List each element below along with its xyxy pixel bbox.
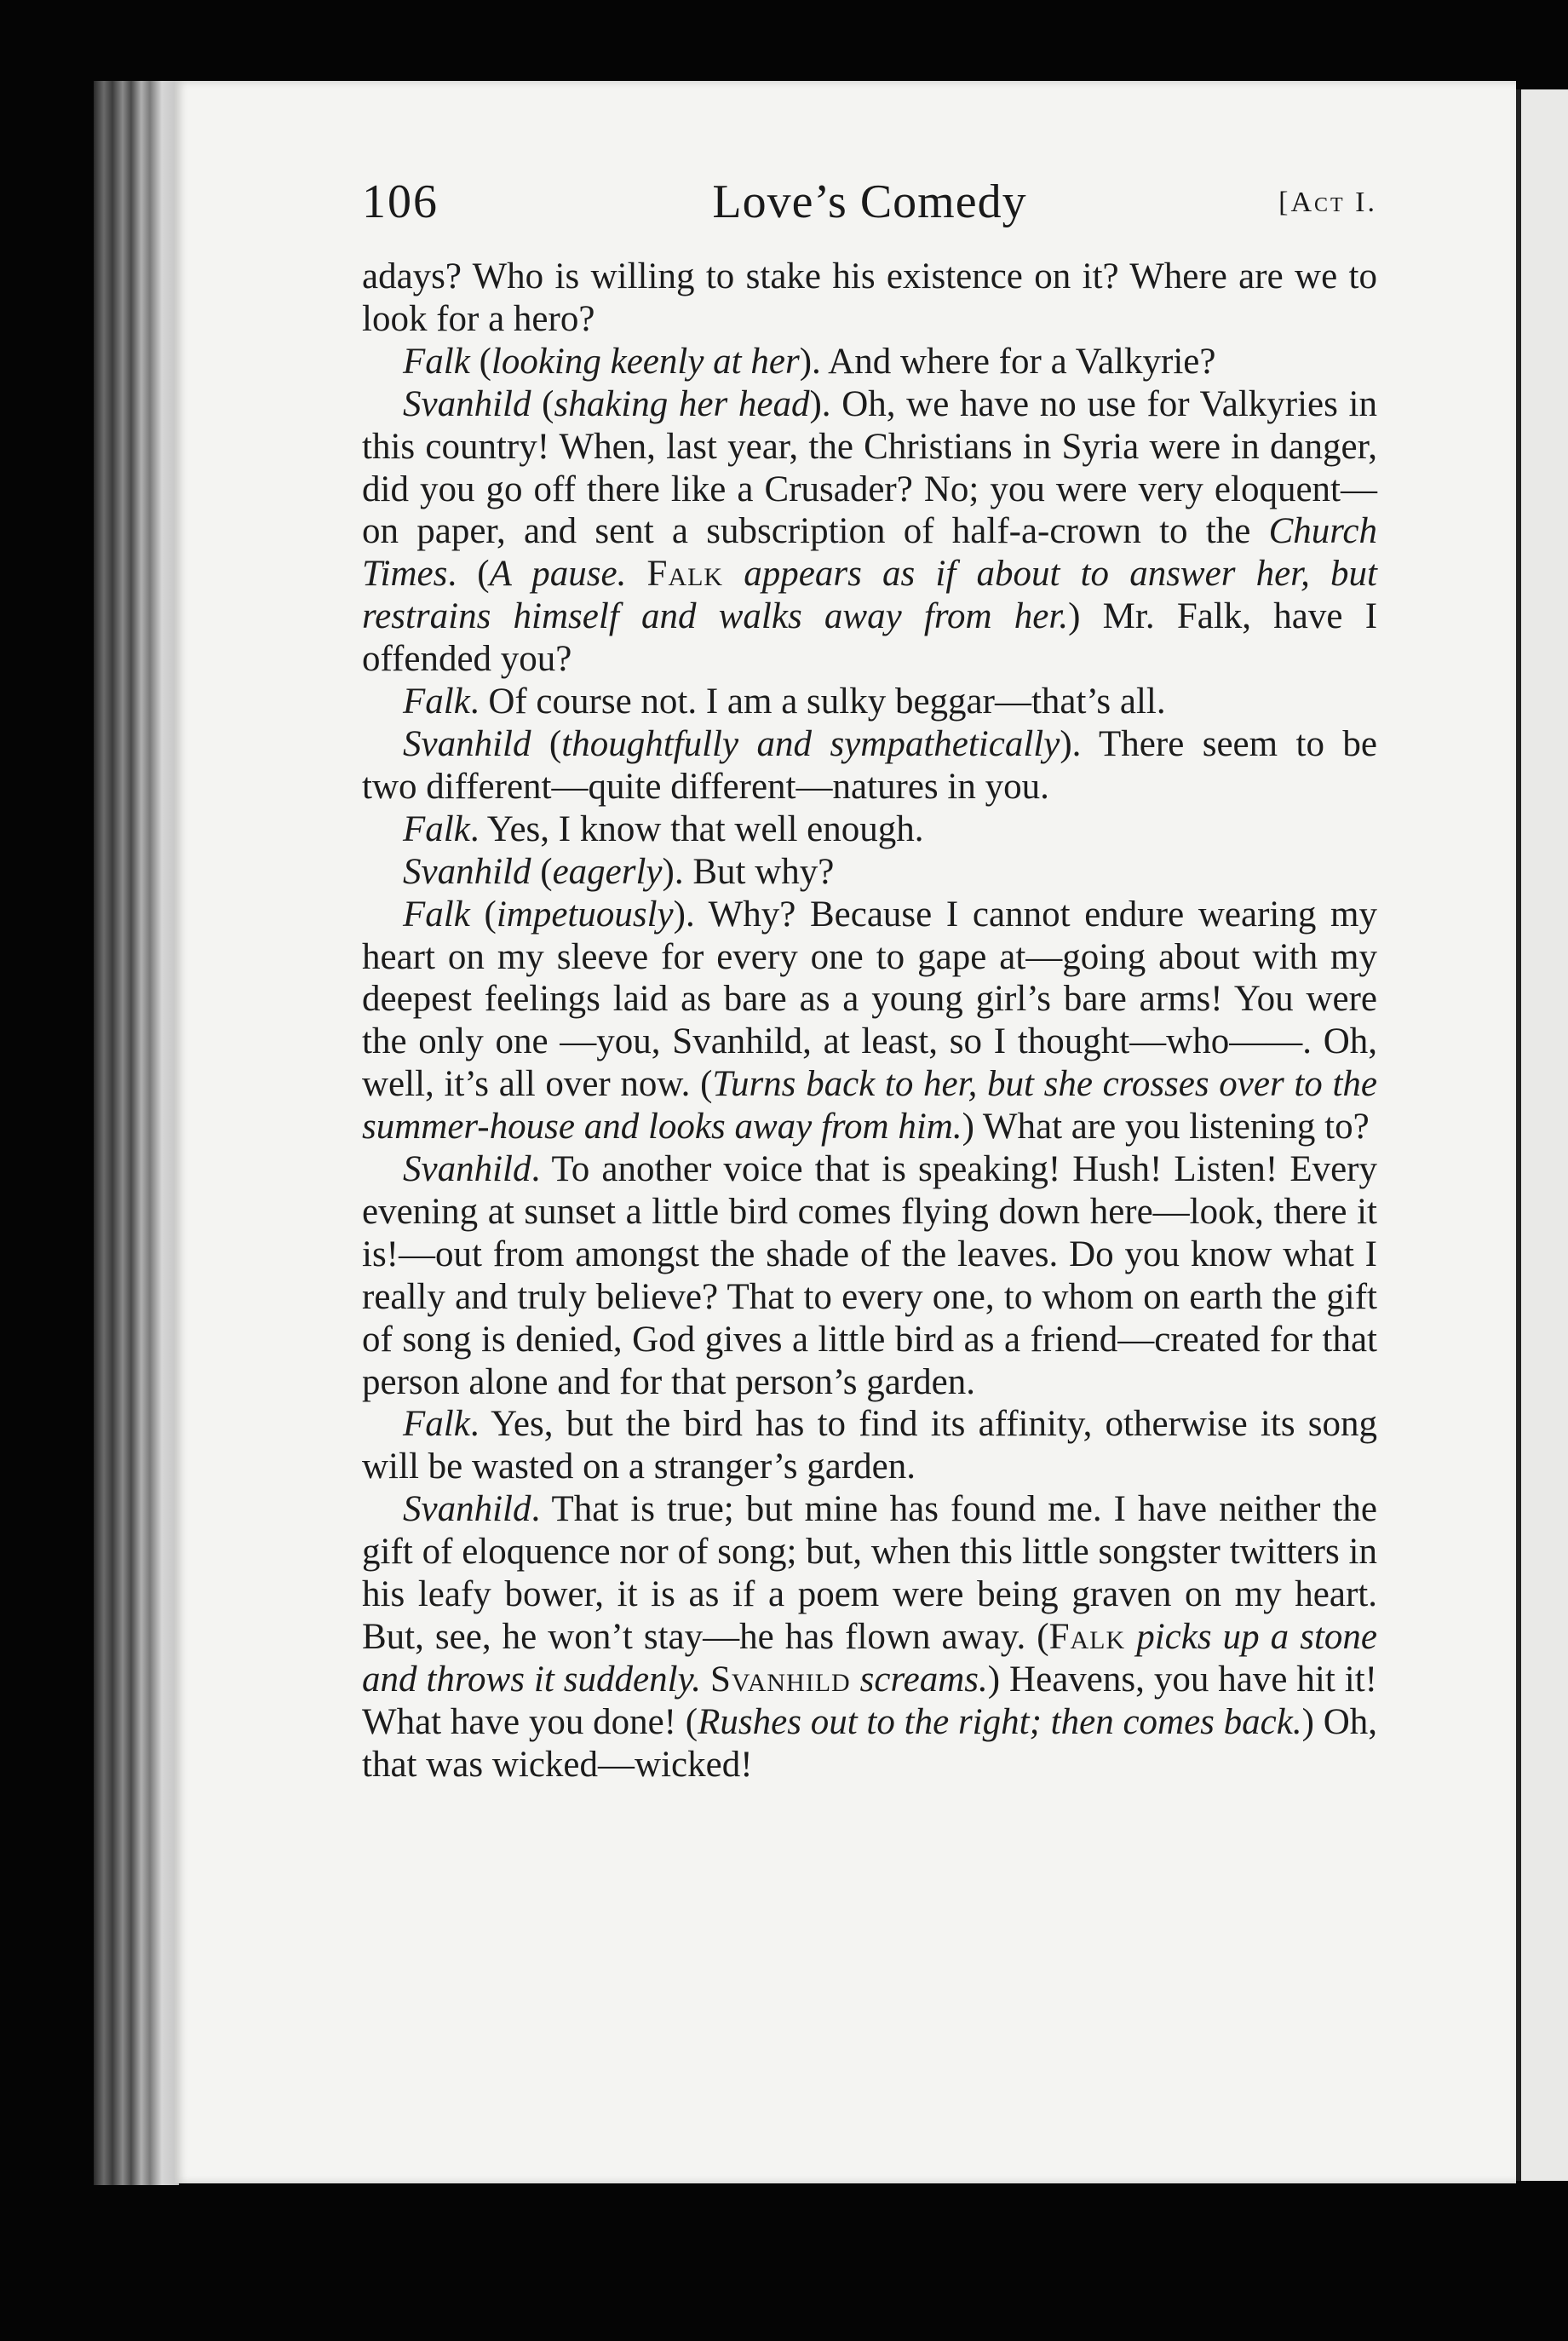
stage-direction: looking keenly at her: [491, 341, 800, 382]
speaker-name: Svanhild: [403, 723, 531, 764]
paragraph: [362, 1488, 1377, 1786]
dialogue-text: ). And where for a Valkyrie?: [799, 341, 1216, 382]
dialogue-text: . To another voice that is speaking! Hush! Listen! Every evening at sunset a little bird comes flying down here—look, there it is!—out from amongst the shade of the leaves. Do you know what I really and truly believe? That to every one, to whom on earth the gift of song is denied, God gives a little bird as a friend—created for that person alone and for that person’s garden.: [362, 1149, 1377, 1402]
stage-direction: A pause.: [489, 554, 647, 595]
dialogue-text: ) Oh, that was wicked—wicked!: [362, 1701, 1378, 1785]
paragraph: [362, 341, 1377, 383]
dialogue-text: . Of course not. I am a sulky beggar—that’s all.: [469, 682, 1166, 722]
speaker-name: Svanhild: [403, 1149, 531, 1190]
running-header: [362, 175, 1377, 243]
dialogue-text: (: [531, 383, 554, 424]
running-title: Love’s Comedy: [712, 175, 1027, 228]
dialogue-text: ) Heavens, you have hit it! What have you done! (: [362, 1659, 1377, 1742]
stage-direction: picks up a stone and throws it suddenly.: [362, 1617, 1378, 1700]
dialogue-text: ). Why? Because I cannot endure wearing my heart on my sleeve for every one to gape at—going about with my deepest feelings laid as bare as a young girl’s bare arms! You were the only one —you, Svanhild, at least, so I thought—who——. Oh, well, it’s all over now. (: [362, 894, 1377, 1105]
paragraph: [362, 1148, 1377, 1403]
dialogue-text: (: [469, 341, 491, 382]
speaker-name: Falk: [403, 808, 470, 849]
paragraph: [362, 723, 1377, 808]
stage-direction: screams.: [850, 1659, 988, 1700]
speaker-name: Svanhild: [403, 851, 531, 892]
facing-page-edge: [1521, 89, 1568, 2181]
dialogue-text: (: [531, 723, 562, 764]
dialogue-text: ). There seem to be two different—quite different—natures in you.: [362, 723, 1377, 807]
character-name-small-caps: Svanhild: [710, 1659, 851, 1700]
paragraph: [362, 894, 1377, 1148]
dialogue-text: . Yes, but the bird has to find its affinity, otherwise its song will be wasted on a stranger’s garden.: [362, 1404, 1377, 1487]
stage-direction: appears as if about to answer her, but restrains himself and walks away from her.: [362, 554, 1378, 637]
dialogue-text: ) What are you listening to?: [962, 1107, 1370, 1147]
character-name-small-caps: Falk: [646, 554, 724, 595]
speaker-name: Falk: [403, 1404, 470, 1445]
character-name-small-caps: Falk: [1048, 1617, 1126, 1657]
dialogue-text: (: [531, 851, 553, 892]
dialogue-text: . That is true; but mine has found me. I have neither the gift of eloquence nor of song; but, when this little songster twitters in his leafy bower, it is as if a poem were being graven on my heart. But, see, he won’t stay—he has flown away. (: [362, 1489, 1377, 1657]
stage-direction: Rushes out to the right; then comes back.: [698, 1701, 1302, 1742]
stage-direction: eagerly: [552, 851, 663, 892]
speaker-name: Svanhild: [403, 1489, 531, 1530]
speaker-name: Falk: [403, 341, 470, 382]
stage-direction: Church Times: [362, 511, 1377, 595]
dialogue-text: adays? Who is willing to stake his existence on it? Where are we to look for a hero?: [362, 256, 1377, 339]
dialogue-text: ). But why?: [662, 851, 835, 892]
page-text: [362, 256, 1377, 1786]
book-spine: [94, 81, 179, 2185]
paragraph: [362, 383, 1377, 681]
speaker-name: Svanhild: [403, 383, 531, 424]
dialogue-text: . (: [447, 554, 490, 595]
speaker-name: Falk: [403, 894, 470, 935]
paragraph: [362, 681, 1377, 723]
paragraph: [362, 851, 1377, 894]
stage-direction: shaking her head: [554, 383, 810, 424]
stage-direction: Turns back to her, but she crosses over to the summer-house and looks away from him.: [362, 1064, 1377, 1147]
stage-direction: impetuously: [496, 894, 674, 935]
page-number: 106: [362, 175, 439, 228]
paragraph: [362, 808, 1377, 851]
dialogue-text: ). Oh, we have no use for Valkyries in this country! When, last year, the Christians in Syria were in danger, did you go off there like a Crusader? No; you were very eloquent—on paper, and sent a subscription of half-a-crown to the: [362, 383, 1377, 552]
stage-direction: thoughtfully and sympathetically: [561, 723, 1060, 764]
act-label: [Act I.: [1278, 187, 1377, 218]
speaker-name: Falk: [403, 682, 470, 722]
dialogue-text: (: [469, 894, 497, 935]
paragraph: [362, 256, 1377, 341]
paragraph: [362, 1403, 1377, 1488]
dialogue-text: . Yes, I know that well enough.: [469, 808, 924, 849]
dialogue-text: ) Mr. Falk, have I offended you?: [362, 596, 1378, 680]
